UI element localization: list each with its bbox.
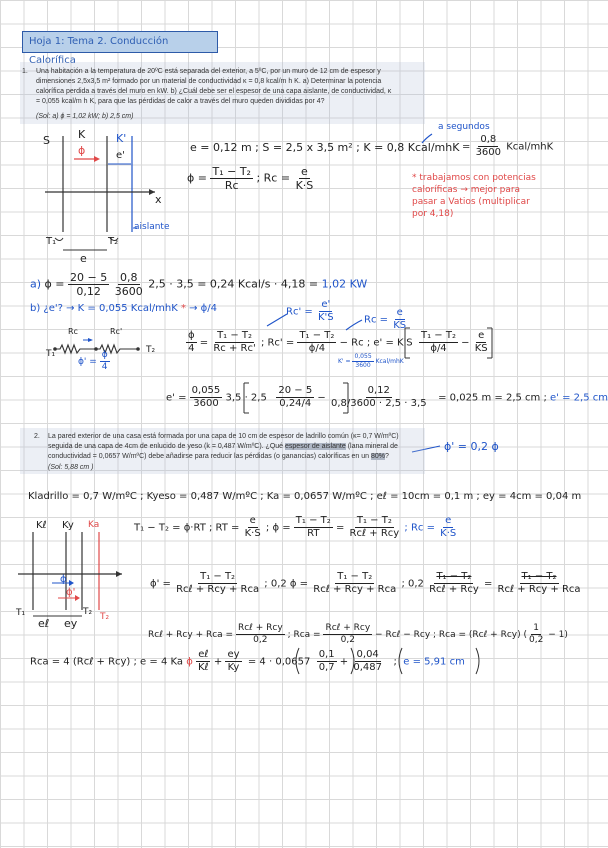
- eq2a-n2: T₁ − T₂: [295, 515, 331, 526]
- eq2c-pd: 0,2: [529, 635, 544, 645]
- phi-num: T₁ − T₂: [212, 165, 251, 178]
- rcp-den: K'S: [317, 312, 334, 323]
- finalb-result: e' = 2,5 cm: [550, 392, 608, 404]
- rc-annotation: Rc = $\frac{e}{KS}$: [364, 307, 407, 331]
- problem2-equation-3: Rcℓ + Rcy + Rca = $\frac{\text{Rcℓ + Rcy}}{0,2}$ ; Rca = $\frac{\text{Rcℓ + Rcy}}{0,2}$ − Rcℓ − Rcy ; Rca = (Rcℓ + Rcy) ( $\frac{1}{0,2}$ − 1): [148, 623, 568, 645]
- eqb-eq1-num: T₁ − T₂: [217, 330, 253, 341]
- finalb-b2n: 0,12: [367, 385, 390, 396]
- diagram1-label-e: e: [80, 252, 87, 265]
- eq2b-n3: T₁ − T₂: [436, 571, 472, 582]
- diagram1-label-eprime: e': [116, 150, 125, 161]
- problem2-number: 2.: [34, 433, 40, 440]
- diagram2-label-phiprime: ϕ': [66, 587, 76, 598]
- phi-equation: [187, 166, 315, 191]
- rc-ann-den: KS: [393, 320, 407, 331]
- finalb-lhs: e' =: [166, 392, 187, 404]
- eq2a-phi: ; ϕ =: [265, 522, 291, 534]
- circuit-phi-lhs: ϕ' =: [78, 357, 97, 367]
- kp-label: K' =: [338, 358, 351, 365]
- finalb-tail: = 0,025 m = 2,5 cm ;: [438, 392, 547, 404]
- eqb-minus-rc: − Rc: [339, 337, 364, 349]
- eqb-br-num: T₁ − T₂: [421, 330, 456, 341]
- eq2c-pn: 1: [533, 623, 540, 633]
- diagram1-label-s: S: [43, 134, 50, 147]
- problem2-line2a: seguida de una capa de 4cm de enlucido de yeso (k = 0,487 W/mºC). ¿Qué: [48, 443, 284, 450]
- eqb-br-den2: KS: [474, 343, 488, 354]
- eq2b-d1: Rcℓ + Rcy + Rca: [176, 584, 260, 595]
- eq2a-rcn: e: [445, 515, 452, 526]
- diagram1-label-phi: ϕ: [78, 144, 86, 157]
- eq2d-n3: 0,1: [318, 649, 335, 660]
- rc-ann-num: e: [396, 307, 403, 318]
- eq2c-d2: 0,2: [340, 635, 355, 645]
- eqb-phi4-num: ϕ: [188, 330, 195, 341]
- circuit-t1: T₁: [46, 349, 56, 359]
- diagram2-label-t2-red: T₂: [100, 612, 110, 622]
- watts-note: [412, 172, 536, 220]
- eq2a-rcd: K·S: [440, 528, 457, 539]
- eq2d-d3: 0,7: [318, 662, 335, 673]
- finalb-b2d: 0,8/3600 · 2,5 · 3,5: [330, 398, 427, 409]
- eq2a-n3: T₁ − T₂: [356, 515, 392, 526]
- part-b-equation: $\frac{\phi}{4}$ = $\frac{\text{T₁ − T₂}}{Rc + Rc'}$ ; Rc' = $\frac{\text{T₁ − T₂}}{\phi/4}$ − Rc ; e' = K'S $\frac{\text{T₁ − T₂}}{\phi/4}$ − $\frac{e}{KS}$: [188, 330, 488, 354]
- eq2b-n2: T₁ − T₂: [337, 571, 373, 582]
- conv-den: 3600: [475, 147, 502, 158]
- eq2d-result: e = 5,91 cm: [403, 656, 465, 668]
- eq2c-n2: Rcℓ + Rcy: [325, 623, 371, 633]
- eq2a-lhs: T₁ − T₂ = ϕ·RT ; RT =: [134, 522, 240, 534]
- eq2c-tail: − Rcℓ − Rcy ; Rca = (Rcℓ + Rcy): [375, 630, 521, 640]
- eq2d-d2: Ky: [227, 662, 240, 673]
- page-title: Hoja 1: Tema 2. Conducción Calorífica: [22, 31, 218, 53]
- problem1-solution: (Sol: a) ϕ = 1,02 kW; b) 2,5 cm): [36, 113, 134, 120]
- circuit-rcp: Rc': [110, 327, 123, 336]
- eq2a-rc: ; Rc =: [404, 522, 435, 534]
- givens-problem1: e = 0,12 m ; S = 2,5 x 3,5 m² ; K = 0,8 Kcal/mhK: [190, 141, 460, 154]
- eq2a-d3: Rcℓ + Rcy: [349, 528, 400, 539]
- part-a-n2: 0,8: [120, 271, 138, 284]
- part-a-lhs: ϕ =: [44, 277, 65, 291]
- eq2c-d1: 0,2: [253, 635, 268, 645]
- eqb-eq2-num: T₁ − T₂: [299, 330, 335, 341]
- finalb-mid: 3,5 · 2,5: [225, 392, 267, 404]
- finalb-b1n: 20 − 5: [278, 385, 313, 396]
- rc-den: K·S: [295, 179, 314, 192]
- eq2c-mid: ; Rca =: [287, 630, 321, 640]
- watts-note-line2: caloríficas → mejor para: [412, 185, 521, 195]
- problem2-line1: La pared exterior de una casa está formada por una capa de 10 cm de espesor de ladrillo común (κ= 0,7 W/mºC): [48, 433, 399, 440]
- part-b-final: e' = $\frac{0,055}{3600}$ 3,5 · 2,5 $\frac{20 - 5}{0,24/4}$ − $\frac{0,12}{0,8/3600 \cdot 2,5 \cdot 3,5}$ = 0,025 m = 2,5 cm ; e' = 2,5 cm: [166, 385, 608, 409]
- watts-note-line3: pasar a Vatios (multiplicar: [412, 197, 530, 207]
- eq2a-eq: =: [335, 522, 345, 534]
- eq2d-lhs: Rca = 4 (Rcℓ + Rcy) ; e = 4 Ka: [30, 656, 183, 668]
- problem2-highlight-80: 80%: [371, 453, 386, 460]
- eqb-phi4-den: 4: [188, 343, 195, 354]
- eq2c-ptail: − 1): [548, 630, 568, 640]
- part-b-target: → ϕ/4: [189, 303, 218, 314]
- part-a-result: 1,02 KW: [321, 277, 368, 291]
- rc-prime-annotation: Rc' = $\frac{e'}{K'S}$: [286, 299, 334, 323]
- diagram2-label-ey: ey: [64, 617, 78, 630]
- eqb-eq1-den: Rc + Rc': [213, 343, 256, 354]
- eq2a-d2: RT: [307, 528, 320, 539]
- problem1-number: 1.: [22, 68, 28, 75]
- rc-lhs: ; Rc =: [256, 171, 291, 185]
- eq2a-n: e: [249, 515, 256, 526]
- eq2a-d: K·S: [244, 528, 261, 539]
- finalb-d: 3600: [193, 398, 219, 409]
- diagram2-label-ky: Ky: [62, 520, 74, 531]
- problem1-line4: = 0,055 kcal/m h K, para que las pérdidas de calor a través del muro queden divididas por 4?: [36, 98, 325, 105]
- conversion-fraction: = $\frac{0,8}{3600}$ Kcal/mhK: [462, 134, 554, 158]
- part-a-label: a): [30, 277, 42, 291]
- kp-unit: Kcal/mhK: [375, 358, 404, 365]
- eq2d-n4: 0,04: [356, 649, 379, 660]
- problem2-line2b: (lana mineral de: [347, 443, 398, 450]
- problem2-equation-1: [134, 516, 458, 539]
- finalb-b1d: 0,24/4: [279, 398, 312, 409]
- diagram1-label-aislante: aislante: [134, 222, 170, 232]
- problem1-line1: Una habitación a la temperatura de 20ºC está separada del exterior, a 5ºC, por un muro de 12 cm de espesor y: [36, 68, 381, 75]
- diagram1-label-t1: T₁: [46, 236, 57, 247]
- part-b-label: b) ¿e'? → K = 0,055 Kcal/mhK: [30, 303, 178, 314]
- eq2b-lhs: ϕ' =: [150, 578, 171, 590]
- diagram2-label-el: eℓ: [38, 617, 50, 630]
- circuit-phi-num: ϕ: [101, 350, 108, 360]
- problem2-highlight-aislante: espesor de aislante: [285, 443, 346, 450]
- eqb-rcp: ; Rc' =: [260, 337, 295, 349]
- givens-problem2: Kladrillo = 0,7 W/mºC ; Kyeso = 0,487 W/mºC ; Ka = 0,0657 W/mºC ; eℓ = 10cm = 0,1 m ; ey = 4cm = 0,04 m: [28, 491, 582, 502]
- eq2b-n1: T₁ − T₂: [200, 571, 236, 582]
- diagram2-label-t2: T₂: [83, 607, 93, 617]
- problem2-line3: [48, 452, 428, 462]
- eqb-ep: ; e' = K'S: [366, 337, 413, 349]
- eq2d-n1: eℓ: [198, 649, 209, 660]
- eqb-eq2-den: ϕ/4: [308, 343, 326, 354]
- phi-den: Rc: [224, 179, 239, 192]
- eq2c-lhs: Rcℓ + Rcy + Rca =: [148, 630, 234, 640]
- eq2b-mid: ; 0,2 ϕ =: [264, 578, 309, 590]
- diagram2-label-t1: T₁: [16, 608, 26, 618]
- problem2-phi-note: ϕ' = 0,2 ϕ: [444, 440, 499, 453]
- circuit-t2: T₂: [146, 345, 156, 355]
- kp-den: 3600: [355, 362, 371, 369]
- diagram2-label-phi: ϕ: [60, 574, 67, 585]
- eq2c-n1: Rcℓ + Rcy: [237, 623, 283, 633]
- diagram2-label-kl: Kℓ: [36, 520, 47, 531]
- problem2-line3a: conductividad = 0,0657 W/mºC) debe añadirse para reducir las pérdidas (o ganancias) caloríficas en un: [48, 453, 370, 460]
- circuit-rc: Rc: [68, 327, 78, 336]
- diagram2-label-ka: Ka: [88, 520, 100, 530]
- eq2b-d4: Rcℓ + Rcy + Rca: [497, 584, 581, 595]
- diagram1-label-x: x: [155, 193, 162, 206]
- part-a-n1: 20 − 5: [70, 271, 108, 284]
- diagram1-label-k: K: [78, 128, 86, 141]
- problem2-line2: [48, 442, 428, 452]
- conv-unit: Kcal/mhK: [506, 141, 554, 153]
- part-a-tail: 2,5 · 3,5 = 0,24 Kcal/s · 4,18 =: [148, 277, 319, 291]
- rcp-num: e': [321, 299, 331, 310]
- eqb-br-den: ϕ/4: [430, 343, 447, 354]
- kprime-value: [338, 354, 404, 369]
- problem2-solution: (Sol: 5,88 cm ): [48, 464, 94, 471]
- part-a-d1: 0,12: [76, 285, 101, 298]
- problem2-equation-2: [150, 572, 583, 595]
- eq2d-d4: 0,487: [353, 662, 382, 673]
- circuit-phi: [78, 351, 110, 372]
- kp-num: 0,055: [354, 353, 372, 360]
- diagram1-label-kprime: K': [116, 132, 127, 145]
- eq2b-n4: T₁ − T₂: [521, 571, 557, 582]
- eqb-br-num2: e: [478, 330, 485, 341]
- watts-note-line4: por 4,18): [412, 209, 454, 219]
- finalb-n: 0,055: [191, 385, 221, 396]
- eq2b-d2: Rcℓ + Rcy + Rca: [313, 584, 397, 595]
- eq2b-mid2: ; 0,2: [401, 578, 424, 590]
- phi-lhs: ϕ =: [187, 171, 207, 185]
- part-b-star: *: [180, 303, 186, 314]
- eq2d-mid: = 4 · 0,0657: [247, 656, 311, 668]
- rc-num: e: [301, 165, 308, 178]
- eq2b-eq: =: [483, 578, 493, 590]
- eq2d-n2: ey: [227, 649, 240, 660]
- diagram1-label-t2: T₂: [108, 236, 119, 247]
- part-a-equation: [30, 272, 367, 297]
- part-a-d2: 3600: [114, 285, 143, 298]
- problem1-line2: dimensiones 2,5x3,5 m² formado por un material de conductividad κ = 0,8 kcal/m h K. a) Determinar la potencia: [36, 78, 382, 85]
- seconds-note: a segundos: [438, 122, 490, 132]
- problem1-line3: calorífica perdida a través del muro en kW. b) ¿Cuál debe ser el espesor de una capa aislante, de conductividad, κ: [36, 88, 392, 95]
- eq2d-d1: Kℓ: [197, 662, 209, 673]
- watts-note-line1: * trabajamos con potencias: [412, 173, 536, 183]
- eq2b-d3: Rcℓ + Rcy: [429, 584, 479, 595]
- problem2-equation-4: Rca = 4 (Rcℓ + Rcy) ; e = 4 Ka ϕ $\frac{\text{eℓ}}{\text{Kℓ}}$ + $\frac{ey}{Ky}$ = 4 · 0,0657 $\frac{0,1}{0,7}$ + $\frac{0,04}{0,487}$ ; e = 5,91 cm: [30, 649, 465, 673]
- circuit-phi-den: 4: [101, 362, 108, 372]
- conv-num: 0,8: [480, 134, 497, 145]
- problem2-line3b: ?: [385, 453, 389, 460]
- part-b-heading: [30, 303, 217, 314]
- problem2-statement: [48, 432, 428, 462]
